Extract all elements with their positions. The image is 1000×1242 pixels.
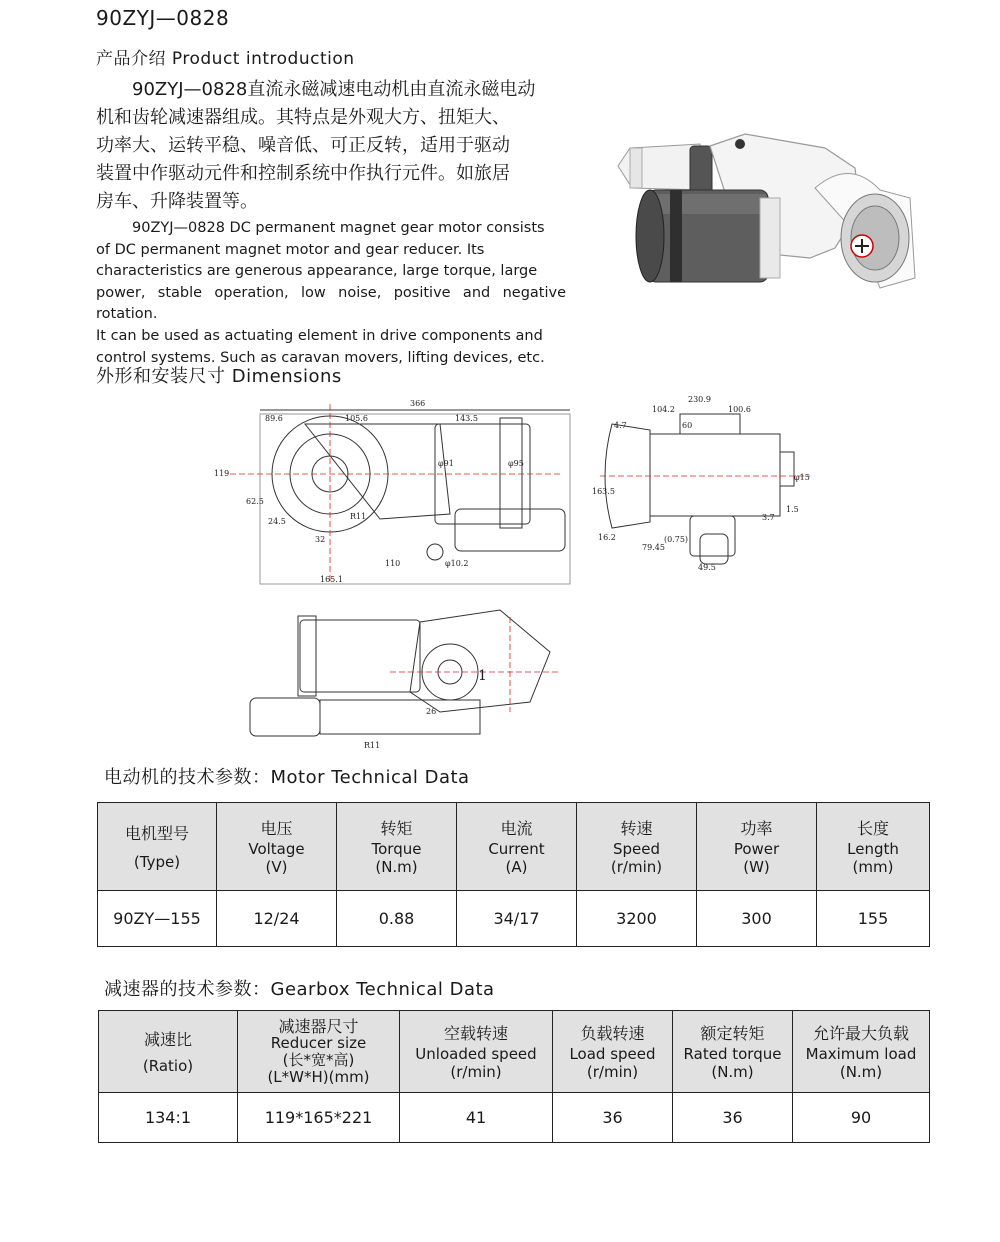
dim-label: 163.5 xyxy=(592,487,615,496)
column-zh-label: 长度 xyxy=(856,818,889,838)
table-cell: 36 xyxy=(553,1093,673,1143)
column-en-label: Reducer size xyxy=(270,1033,367,1052)
intro-en-line: characteristics are generous appearance, large torque, large xyxy=(96,263,538,280)
intro-en-line: power, stable operation, low noise, positive and negative rotation. xyxy=(96,284,566,323)
front-view-drawing xyxy=(210,394,590,594)
column-en-label: Maximum load xyxy=(805,1044,917,1063)
intro-en-line: It can be used as actuating element in drive components and xyxy=(96,327,543,344)
dim-label: 26 xyxy=(426,707,437,716)
gear-wheel xyxy=(841,194,909,282)
column-unit-label: (N.m) xyxy=(711,1062,754,1081)
table-header-cell xyxy=(98,803,217,891)
column-zh-label: 功率 xyxy=(740,818,773,838)
table-header-row xyxy=(98,803,930,891)
dim-label: 24.5 xyxy=(268,517,286,526)
gear-motor-photo xyxy=(610,128,930,298)
dim-label: (0.75) xyxy=(664,535,689,544)
dim-label: 62.5 xyxy=(246,497,264,506)
column-unit-label: (V) xyxy=(265,857,288,876)
column-unit-label: (r/min) xyxy=(450,1062,502,1081)
intro-english-paragraph xyxy=(96,218,566,369)
dim-label: 100.6 xyxy=(728,405,751,414)
table-cell: 90ZY—155 xyxy=(98,891,217,947)
intro-zh-line: 90ZYJ—0828直流永磁减速电动机由直流永磁电动 xyxy=(132,79,536,100)
table-cell: 3200 xyxy=(577,891,697,947)
table-cell: 12/24 xyxy=(217,891,337,947)
table-cell: 119*165*221 xyxy=(238,1093,400,1143)
dim-label: 119 xyxy=(214,469,230,478)
column-unit-label: (N.m) xyxy=(375,857,418,876)
column-unit-label: (W) xyxy=(743,857,770,876)
column-unit-label: (r/min) xyxy=(586,1062,639,1081)
column-unit-label: (A) xyxy=(505,857,528,876)
column-zh-label: 电流 xyxy=(500,818,533,838)
table-row xyxy=(99,1093,930,1143)
dim-label: 105.6 xyxy=(345,414,368,423)
table-header-cell xyxy=(457,803,577,891)
column-zh-label: 空载转速 xyxy=(443,1023,508,1043)
table-header-cell xyxy=(793,1011,930,1093)
dim-label: φ95 xyxy=(508,459,524,468)
table-header-cell xyxy=(337,803,457,891)
dimensions-heading: 外形和安装尺寸 Dimensions xyxy=(96,366,342,387)
column-unit-label: (L*W*H)(mm) xyxy=(267,1067,370,1086)
table-header-row xyxy=(99,1011,930,1093)
column-zh-label: 负载转速 xyxy=(580,1023,645,1043)
column-en-label: Unloaded speed xyxy=(415,1044,537,1063)
table-cell: 134:1 xyxy=(99,1093,238,1143)
column-zh-label: 电机型号 xyxy=(124,823,189,843)
column-zh-label: 减速器尺寸 xyxy=(278,1016,359,1036)
dim-label: 104.2 xyxy=(652,405,675,414)
table-header-cell xyxy=(99,1011,238,1093)
table-header-cell xyxy=(238,1011,400,1093)
dim-label: 89.6 xyxy=(265,414,283,423)
dim-label: 1 xyxy=(478,668,487,684)
table-cell: 155 xyxy=(817,891,930,947)
motor-data-heading: 电动机的技术参数：Motor Technical Data xyxy=(104,767,470,788)
column-mid-label: (长*宽*高) xyxy=(282,1050,355,1069)
column-zh-label: 允许最大负载 xyxy=(812,1023,909,1043)
dim-label: R11 xyxy=(364,741,381,750)
bottom-view-drawing xyxy=(240,602,570,752)
table-header-cell xyxy=(553,1011,673,1093)
table-cell: 90 xyxy=(793,1093,930,1143)
column-zh-label: 转矩 xyxy=(380,818,413,838)
table-header-cell xyxy=(697,803,817,891)
intro-en-line: control systems. Such as caravan movers, lifting devices, etc. xyxy=(96,349,545,366)
column-zh-label: 额定转矩 xyxy=(700,1023,765,1043)
intro-zh-line: 机和齿轮减速器组成。其特点是外观大方、扭矩大、 xyxy=(96,107,510,128)
dim-label: 16.2 xyxy=(598,533,616,542)
column-en-label: Rated torque xyxy=(683,1044,782,1063)
table-header-cell xyxy=(217,803,337,891)
dim-label: 32 xyxy=(315,535,326,544)
column-en-label: Voltage xyxy=(248,839,305,858)
intro-heading: 产品介绍 Product introduction xyxy=(96,49,355,69)
dim-label: 49.5 xyxy=(698,563,716,572)
column-zh-label: 减速比 xyxy=(143,1029,192,1049)
dim-label: 1.5 xyxy=(786,505,799,514)
table-cell: 34/17 xyxy=(457,891,577,947)
column-en-label: Torque xyxy=(371,839,422,858)
table-cell: 41 xyxy=(400,1093,553,1143)
column-zh-label: 电压 xyxy=(260,818,293,838)
table-header-cell xyxy=(400,1011,553,1093)
column-unit-label: (r/min) xyxy=(610,857,663,876)
column-en-label: Current xyxy=(488,839,545,858)
intro-en-line: 90ZYJ—0828 DC permanent magnet gear motor consists xyxy=(132,220,545,236)
dim-label: 3.7 xyxy=(762,513,775,522)
dim-label: 165.1 xyxy=(320,575,343,584)
intro-zh-line: 功率大、运转平稳、噪音低、可正反转，适用于驱动 xyxy=(96,135,510,156)
dim-label: 79.45 xyxy=(642,543,665,552)
intro-chinese-paragraph xyxy=(96,76,576,216)
dim-label: φ15 xyxy=(794,473,810,482)
table-row xyxy=(98,891,930,947)
table-cell: 300 xyxy=(697,891,817,947)
column-en-label: Load speed xyxy=(569,1044,656,1063)
column-unit-label: (N.m) xyxy=(839,1062,883,1081)
intro-en-line: of DC permanent magnet motor and gear reducer. Its xyxy=(96,241,485,258)
dim-label: 143.5 xyxy=(455,414,478,423)
column-en-label: Speed xyxy=(612,839,661,858)
dim-label: 366 xyxy=(410,399,426,408)
column-en-label: Length xyxy=(847,839,899,858)
column-unit-label: (mm) xyxy=(852,857,894,876)
gearbox-data-table xyxy=(98,1010,930,1143)
table-header-cell xyxy=(577,803,697,891)
dim-label: 230.9 xyxy=(688,395,711,404)
table-cell: 0.88 xyxy=(337,891,457,947)
document-title: 90ZYJ—0828 xyxy=(96,6,230,30)
intro-zh-line: 装置中作驱动元件和控制系统中作执行元件。如旅居 xyxy=(96,163,510,184)
motor-data-table xyxy=(97,802,930,947)
table-header-cell xyxy=(817,803,930,891)
dim-label: φ91 xyxy=(438,459,454,468)
gearbox-data-heading: 减速器的技术参数：Gearbox Technical Data xyxy=(104,979,495,1000)
dim-label: 4.7 xyxy=(614,421,627,430)
dim-label: 60 xyxy=(682,421,693,430)
column-zh-label: 转速 xyxy=(620,818,653,838)
dim-label: R11 xyxy=(350,512,367,521)
side-view-drawing xyxy=(590,394,820,574)
column-en-label: Power xyxy=(733,839,780,858)
dim-label: φ10.2 xyxy=(445,559,469,568)
dim-label: 110 xyxy=(385,559,401,568)
column-unit-label: (Ratio) xyxy=(142,1056,194,1075)
intro-zh-line: 房车、升降装置等。 xyxy=(96,191,258,212)
table-header-cell xyxy=(673,1011,793,1093)
table-cell: 36 xyxy=(673,1093,793,1143)
column-unit-label: (Type) xyxy=(133,852,181,871)
